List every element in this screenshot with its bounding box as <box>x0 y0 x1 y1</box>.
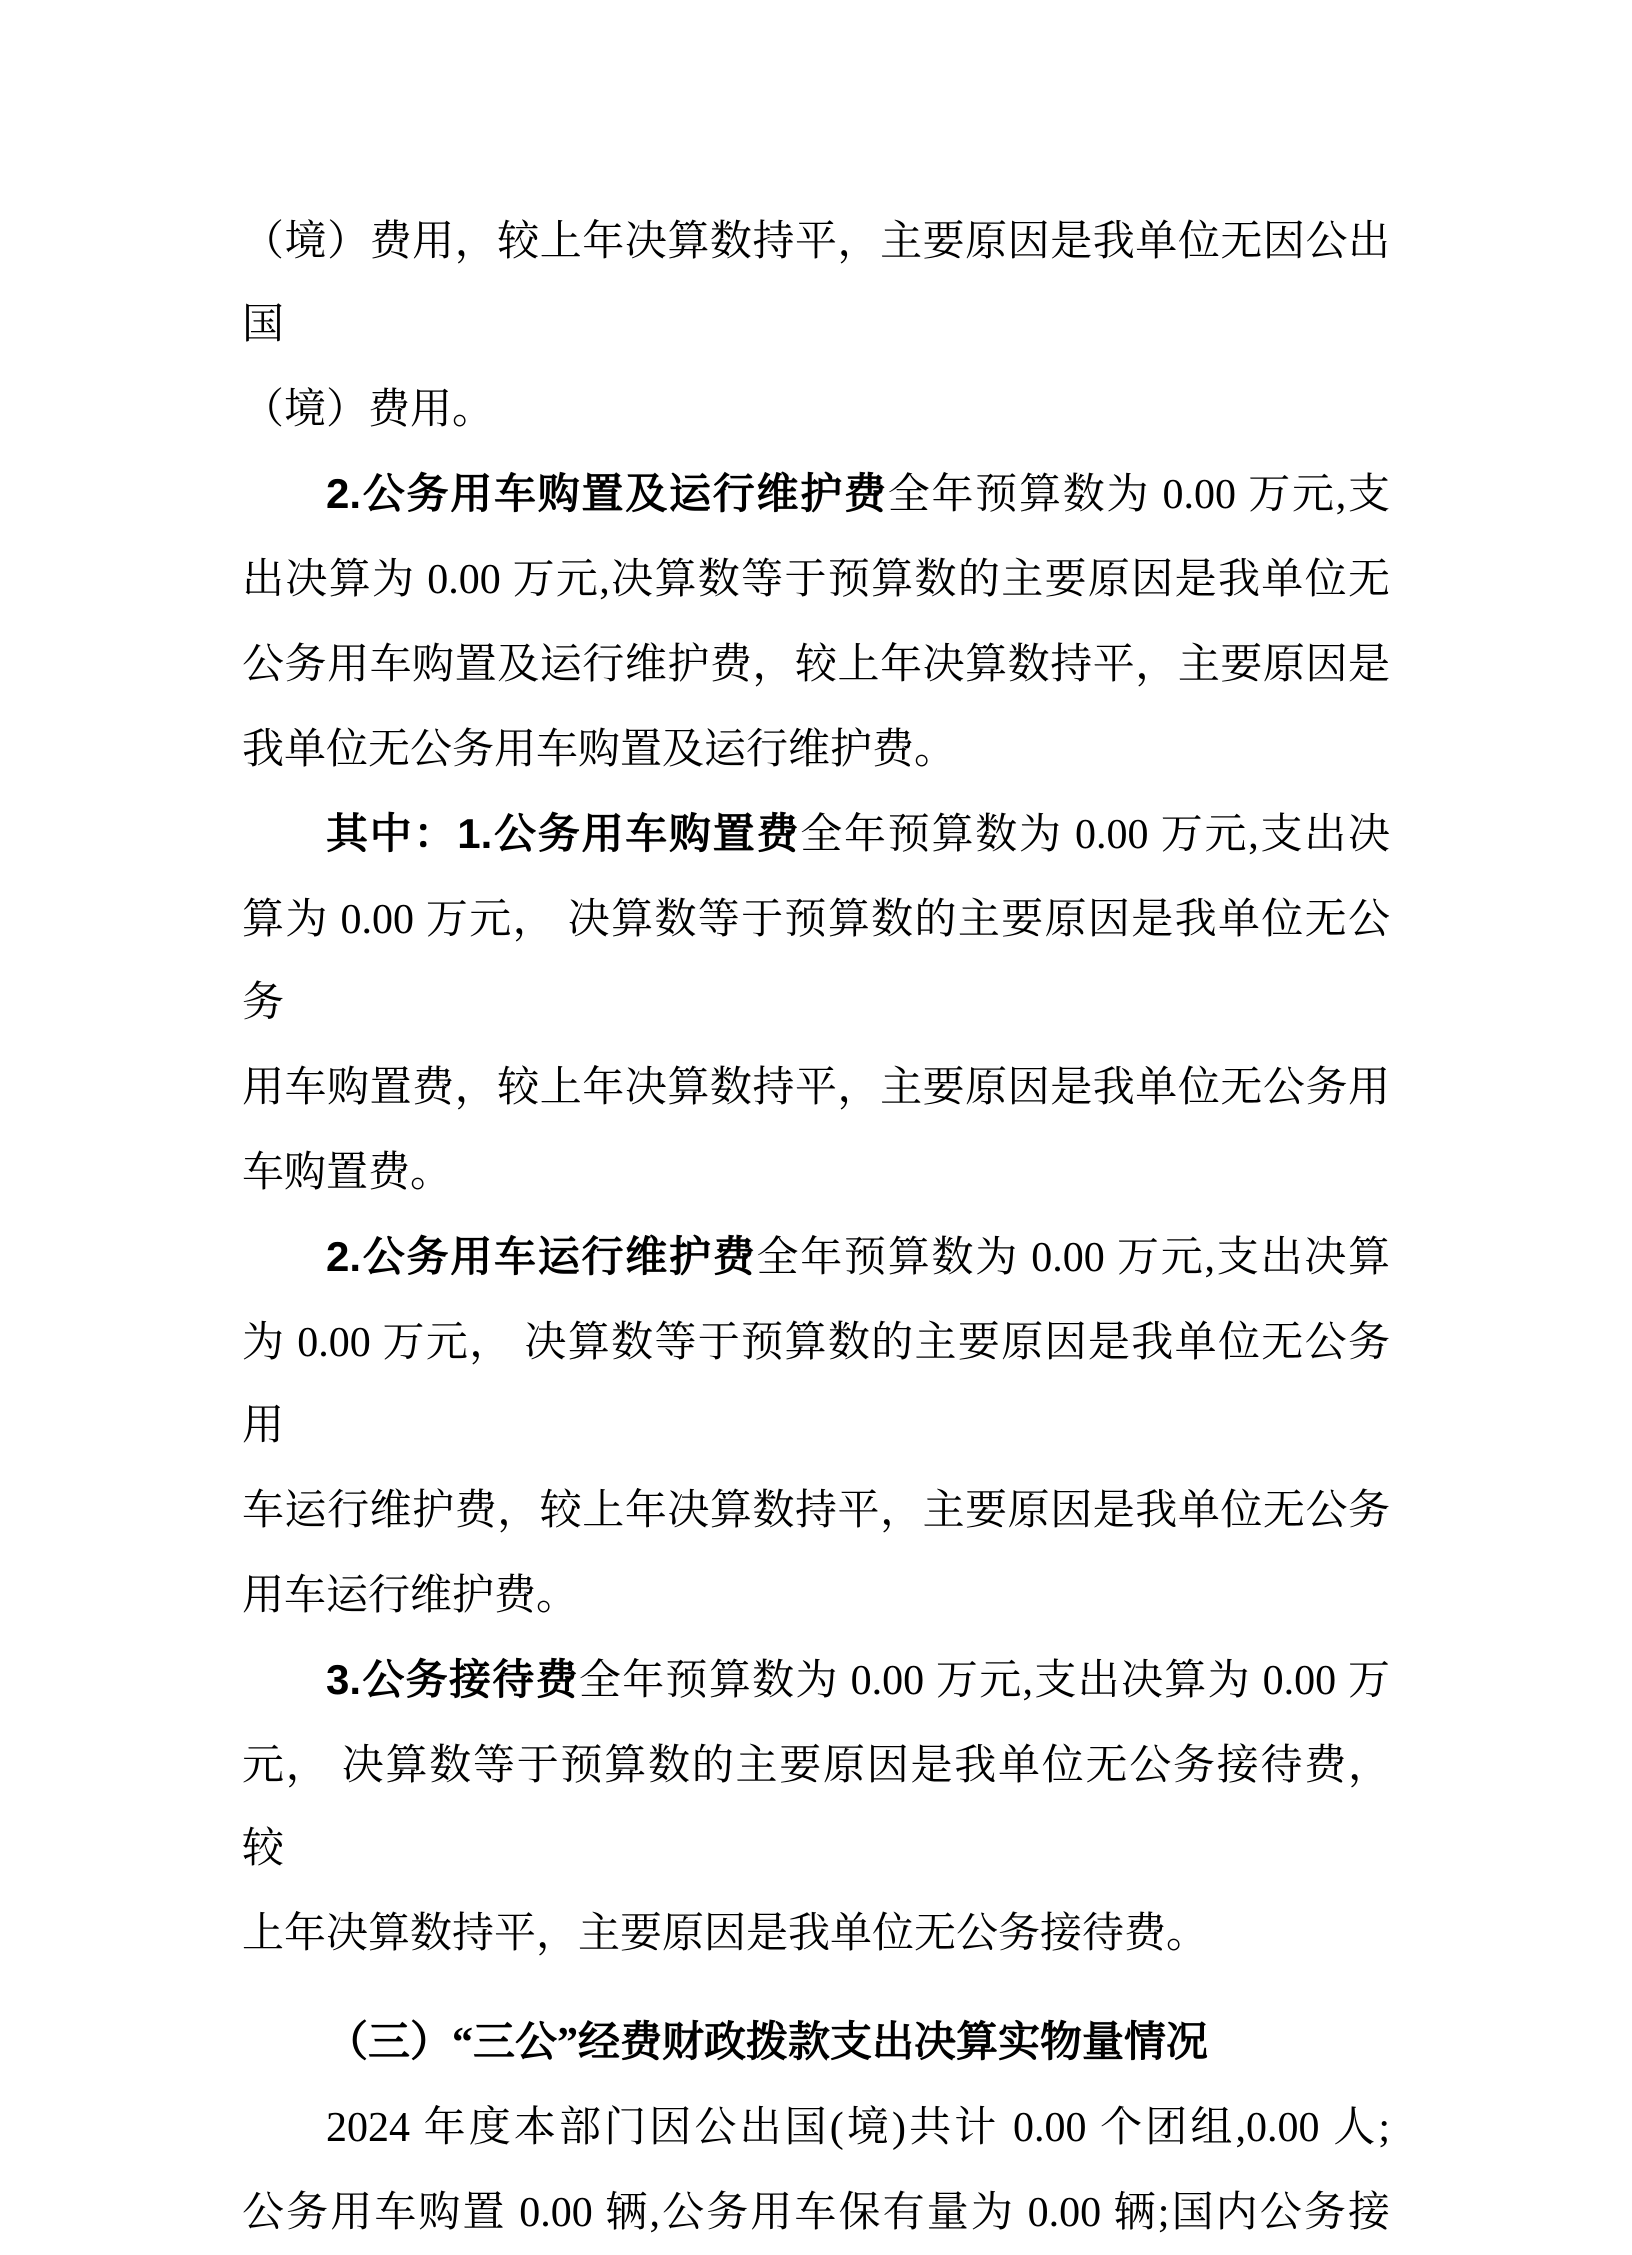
line-text: 用车运行维护费。 <box>242 1573 579 1619</box>
text-line <box>242 792 1390 877</box>
text-line <box>242 1638 1390 1723</box>
text-line <box>242 622 1390 707</box>
line-text: 元， 决算数等于预算数的主要原因是我单位无公务接待费， 较 <box>242 1743 1390 1872</box>
text-line <box>242 452 1390 537</box>
text-line <box>242 1891 1390 1976</box>
text-line <box>242 199 1390 367</box>
text-line <box>242 367 1390 452</box>
bold-lead: 3.公务接待费 <box>326 1656 579 1703</box>
text-line <box>242 2170 1390 2255</box>
line-text: （境）费用。 <box>242 387 495 433</box>
bold-lead: 其中：1.公务用车购置费 <box>326 810 801 857</box>
line-text: 车运行维护费，较上年决算数持平，主要原因是我单位无公务 <box>242 1488 1390 1534</box>
text-line <box>242 1468 1390 1553</box>
line-text: 为 0.00 万元， 决算数等于预算数的主要原因是我单位无公务用 <box>242 1320 1390 1449</box>
text-line <box>242 1300 1390 1468</box>
line-text: 算为 0.00 万元， 决算数等于预算数的主要原因是我单位无公务 <box>242 897 1390 1026</box>
text-line <box>242 1553 1390 1638</box>
line-text: 全年预算数为 0.00 万元,支 <box>887 472 1390 518</box>
line-text: 全年预算数为 0.00 万元,支出决算为 0.00 万 <box>578 1658 1390 1704</box>
text-line <box>242 537 1390 622</box>
line-text: 全年预算数为 0.00 万元,支出决 <box>800 812 1390 858</box>
section-heading <box>242 2002 1390 2085</box>
text-line <box>242 1215 1390 1300</box>
text-line <box>242 707 1390 792</box>
line-text: 公务用车购置及运行维护费，较上年决算数持平，主要原因是 <box>242 642 1390 688</box>
text-line <box>242 1723 1390 1891</box>
line-text: 出决算为 0.00 万元,决算数等于预算数的主要原因是我单位无 <box>242 557 1390 603</box>
line-text: 我单位无公务用车购置及运行维护费。 <box>242 727 957 773</box>
line-text: 车购置费。 <box>242 1150 453 1196</box>
bold-lead: 2.公务用车运行维护费 <box>326 1233 757 1280</box>
bold-lead: 2.公务用车购置及运行维护费 <box>326 470 888 517</box>
text-line <box>242 1130 1390 1215</box>
line-text: 用车购置费，较上年决算数持平，主要原因是我单位无公务用 <box>242 1065 1390 1111</box>
line-text: 上年决算数持平，主要原因是我单位无公务接待费。 <box>242 1911 1209 1957</box>
text-line <box>242 877 1390 1045</box>
text-line <box>242 1045 1390 1130</box>
text-line <box>242 2085 1390 2170</box>
line-text: （境）费用，较上年决算数持平，主要原因是我单位无因公出国 <box>242 219 1390 348</box>
line-text: 2024 年度本部门因公出国(境)共计 0.00 个团组,0.00 人; <box>326 2105 1390 2151</box>
heading-text: （三）“三公”经费财政拨款支出决算实物量情况 <box>326 2020 1209 2066</box>
line-text: 公务用车购置 0.00 辆,公务用车保有量为 0.00 辆;国内公务接 <box>242 2190 1390 2236</box>
line-text: 全年预算数为 0.00 万元,支出决算 <box>756 1235 1390 1281</box>
